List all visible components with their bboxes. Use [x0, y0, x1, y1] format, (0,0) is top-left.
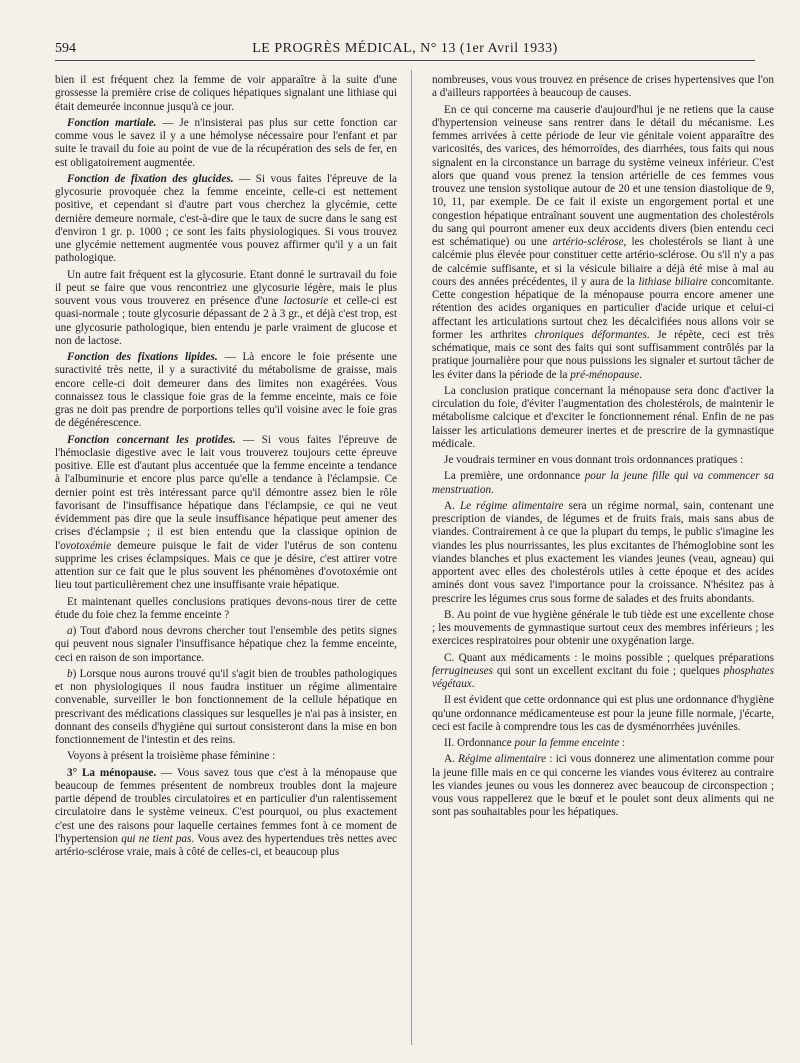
- paragraph: B. Au point de vue hygiène générale le tub tiède est une excellente chose ; les mouvements de gymnastique surtout ceux des membres inférieurs ; les exercices respiratoires pour obtenir une oxygénation large.: [432, 608, 774, 648]
- paragraph: b) Lorsque nous aurons trouvé qu'il s'agit bien de troubles pathologiques et non physiologiques il nous faudra instituer un régime alimentaire convenable, surveiller le bon fonctionnement de la cellule hépatique en prescrivant des médications classiques sur lesquelles je n'ai pas à insister, en donnant des conseils d'hygiène qui surtout consisteront dans la mise en bon fonctionnement de l'intestin et des reins.: [55, 667, 397, 746]
- paragraph: Je voudrais terminer en vous donnant trois ordonnances pratiques :: [444, 454, 744, 466]
- paragraph-glucides: Fonction de fixation des glucides. — Si vous faites l'épreuve de la glycosurie provoquée chez la femme enceinte, celle-ci est nettement positive, et cependant si d'autre part vous cherchez la glycémie, cette dernière demeure normale, c'est-à-dire que le taux de sucre dans le sang est d'environ 1 gr. p. 1000 ; ce sont les faits physiologiques. Si vous trouvez une glycémie nettement augmentée vous pouvez affirmer qu'il y a un fait pathologique.: [55, 172, 397, 265]
- journal-title: LE PROGRÈS MÉDICAL, N° 13 (1er Avril 1933): [252, 41, 558, 56]
- page-header: [55, 38, 755, 61]
- section-heading: Fonction martiale.: [67, 116, 157, 129]
- paragraph: La conclusion pratique concernant la ménopause sera donc d'activer la circulation du foie, d'éviter l'augmentation des cholestérols, de maintenir le métabolisme calcique et d'exciter le fonctionnement rénal. Enfin de ne pas laisser les articulations demeurer inertes et de prescrire de la gymnastique médicale.: [432, 384, 774, 450]
- left-column: [55, 74, 397, 1049]
- page-number: 594: [55, 41, 76, 56]
- paragraph-lipides: Fonction des fixations lipides. — Là encore le foie présente une suractivité très nette, il y a suractivité du métabolisme de graisse, mais encore celle-ci doit demeurer dans des limites non exagérées. Vous connaissez tous le classique foie gras de la femme enceinte, mais ce foie gras ne doit pas prendre de porportions telles qu'il voisine avec le foie gras de dégénérescence.: [55, 351, 397, 430]
- paragraph: nombreuses, vous vous trouvez en présence de crises hypertensives que l'on a d'ailleurs rapportées à beaucoup de causes.: [432, 74, 774, 100]
- paragraph: A. Le régime alimentaire sera un régime normal, sain, contenant une prescription de viandes, de légumes et de fruits frais, mais sans abus de viandes. Contrairement à ce que la plupart du temps, le public s'imagine les viandes les plus nourrissantes, les plus excitantes de l'hémoglobine sont les viandes blanches et plus exactement les viandes jeunes (veau, agneau) qui apportent avec elles des cholestérols utiles à cette époque et des acides aminés dont vous savez l'importance pour la croissance. N'hésitez pas à prescrire les légumes crus sous forme de salades et des fruits abondants.: [432, 499, 774, 605]
- section-heading: Fonction de fixation des glucides.: [67, 172, 234, 185]
- paragraph: A. Régime alimentaire : ici vous donnerez une alimentation comme pour la jeune fille mais en ce qui concerne les viandes vous éviterez au contraire les viandes jeunes ou vous les donnerez avec beaucoup de circonspection ; vous vous rappellerez que le bœuf et le poulet sont deux aliments qui ne sont pas souhaitables pour les hépatiques.: [432, 753, 774, 819]
- section-heading: Fonction concernant les protides.: [67, 433, 236, 446]
- paragraph-fonction-martiale: Fonction martiale. — Je n'insisterai pas plus sur cette fonction car comme vous le savez il y a une hémolyse nécessaire pour l'enfant et par suite le travail du foie au point de vue de la récupération des sels de fer, en est obligatoirement augmentée.: [55, 116, 397, 169]
- paragraph: C. Quant aux médicaments : le moins possible ; quelques préparations ferrugineuses qui sont un excellent excitant du foie ; quelques phosphates végétaux.: [432, 651, 774, 690]
- paragraph: bien il est fréquent chez la femme de voir apparaître à la suite d'une grossesse la première crise de coliques hépatiques signalant une lithiase qui était demeurée inconnue jusqu'à ce jour.: [55, 74, 397, 113]
- section-heading: 3° La ménopause.: [67, 766, 157, 779]
- right-column: [432, 74, 774, 1049]
- paragraph: En ce qui concerne ma causerie d'aujourd'hui je ne retiens que la cause d'hypertension veineuse sans rentrer dans le détail du mécanisme. Les femmes arrivées à cette période de leur vie génitale voient apparaître des varicosités, des varices, des hémorroïdes, des diarrhées, tous faits qui nous signalent en la circonstance un barrage du système veineux inférieur. C'est alors que quand vous prenez la tension artérielle de ces femmes vous trouvez une tension systolique autour de 20 et une tension diastolique de 9, 10, 11, par exemple. De ce fait il existe un engorgement portal et une congestion hépatique entraînant souvent une augmentation des cholestérols du sang qui pourront amener eux deux accidents divers (bien entendu ceci est schématique) ou une artério-sclérose, les cholestérols se liant à une calcémie plus élevée pour constituer cette artério-sclérose. Ou s'il n'y a pas de calcémie suffisante, et si la vésicule biliaire a déjà été mise à mal au cours des années précédentes, il y aura de la lithiase biliaire concomitante. Cette congestion hépatique de la ménopause pourra encore amener une rétention des acides organiques en particulier d'acide urique et celui-ci affectant les articulations surtout chez les décalcifiées nous allons voir se former les arthrites chroniques déformantes. Je répète, ceci est très schématique, mais ce sont des faits qui sont suffisamment contrôlés par la pratique journalière pour que nous puissions les signaler et surtout tâcher de les éviter dans la période de la pré-ménopause.: [432, 103, 774, 381]
- column-divider: [411, 70, 412, 1045]
- paragraph: Voyons à présent la troisième phase féminine :: [67, 750, 276, 763]
- section-heading: Fonction des fixations lipides.: [67, 351, 218, 363]
- paragraph: Un autre fait fréquent est la glycosurie. Etant donné le surtravail du foie il peut se faire que vous rencontriez une glycosurie légère, mais le plus souvent vous vous trouverez en présence d'une lactosurie et celle-ci est quasi-normale ; toute glycosurie dépassant de 2 à 3 gr., et déjà c'est trop, est une glycosurie pathologique, bien entendu je parle vraiment de glucose et non de lactose.: [55, 268, 397, 347]
- paragraph: Il est évident que cette ordonnance qui est plus une ordonnance d'hygiène qu'une ordonnance médicamenteuse est pour la jeune fille normale, j'écarte, ceci est facile à comprendre tous les cas de dysménorrhées juvéniles.: [432, 694, 774, 733]
- paragraph-menopause: 3° La ménopause. — Vous savez tous que c'est à la ménopause que beaucoup de femmes présentent de nombreux troubles dont la majeure partie dépend de troubles circulatoires et en particulier d'un ralentissement circulatoire dans le système veineux. C'est pourquoi, ou plus exactement c'est une des raisons pour laquelle certaines femmes font à ce moment de l'hypertension qui ne tient pas. Vous avez des hypertendues très nettes avec artério-sclérose vraie, mais à côté de celles-ci, et beaucoup plus: [55, 766, 397, 858]
- paragraph-protides: Fonction concernant les protides. — Si vous faites l'épreuve de l'hémoclasie digestive avec le lait vous trouverez toujours cette épreuve positive. Elle est d'autant plus accentuée que la femme enceinte a tendance à l'albuminurie et encore plus parce qu'elle a tendance à l'éclampsie. Ce dernier point est très intéressant parce qu'il démontre assez bien le rôle favorisant de l'insuffisance hépatique dans l'éclampsie, ce qui ne veut évidemment pas dire que la seule insuffisance hépatique peut amener des crises d'éclampsie ; il est bien entendu que la classique opinion de l'ovotoxémie demeure puisque le fait de vider l'utérus de son contenu supprime les crises éclampsiques. Mais ce que je désire, c'est attirer votre attention sur ce fait que le plus souvent les phénomènes d'ovotoxémie ont lieu tout particulièrement chez une insuffisante vraie hépatique.: [55, 433, 397, 592]
- paragraph: La première, une ordonnance pour la jeune fille qui va commencer sa menstruation.: [432, 470, 774, 496]
- paragraph: a) Tout d'abord nous devrons chercher tout l'ensemble des petits signes qui peuvent nous signaler l'insuffisance hépatique chez la femme enceinte, ceci en raison de son importance.: [55, 625, 397, 664]
- paragraph: II. Ordonnance pour la femme enceinte :: [444, 737, 626, 749]
- paragraph: Et maintenant quelles conclusions pratiques devons-nous tirer de cette étude du foie chez la femme enceinte ?: [55, 595, 397, 621]
